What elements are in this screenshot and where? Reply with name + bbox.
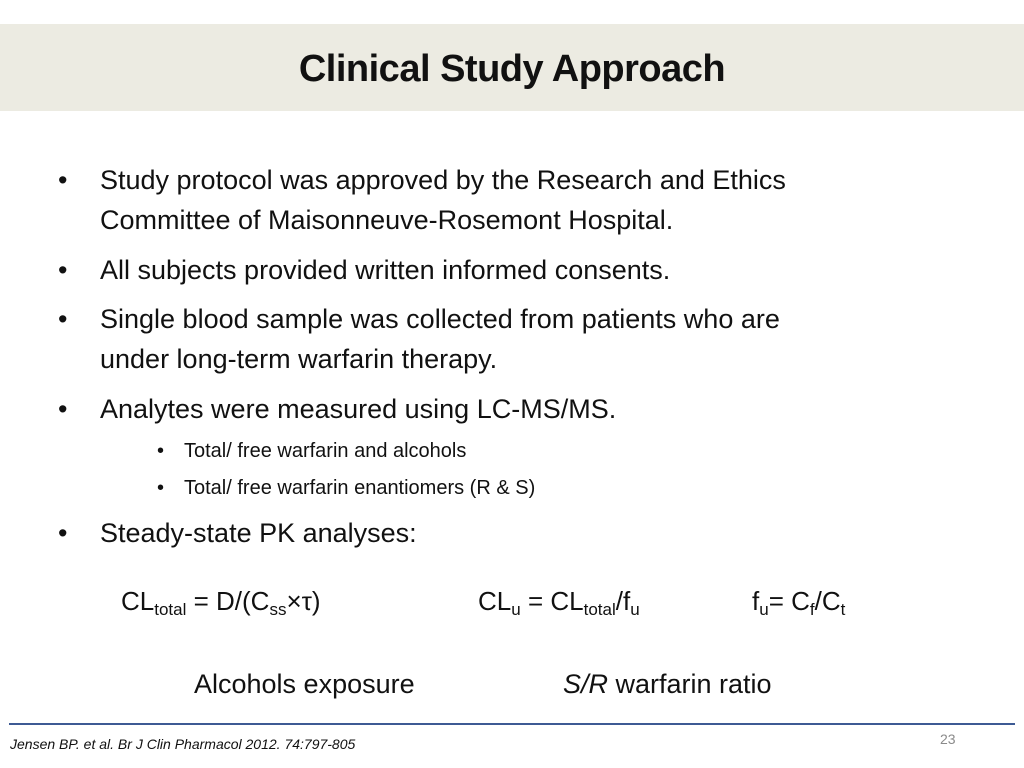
bullet-item (58, 160, 950, 240)
bullet-icon: • (58, 518, 68, 548)
bullet-icon: • (157, 477, 165, 499)
sub-bullet-item (157, 475, 884, 501)
bullet-line: Steady-state PK analyses: (100, 518, 417, 548)
caption-alcohols-exposure: Alcohols exposure (194, 669, 415, 699)
bullet-icon: • (58, 165, 68, 195)
bullet-icon: • (157, 440, 165, 462)
sub-bullet-item (157, 438, 884, 464)
bullet-item (58, 389, 950, 429)
bullet-icon: • (58, 255, 68, 285)
caption-sr-ratio: S/R warfarin ratio (563, 669, 772, 699)
bullet-icon: • (58, 394, 68, 424)
citation: Jensen BP. et al. Br J Clin Pharmacol 2012. 74:797-805 (10, 736, 356, 752)
sub-bullet-text: Total/ free warfarin and alcohols (184, 440, 467, 462)
formula-f-u: $f_u= C_f/C_t$ (752, 586, 846, 619)
bullet-line: Single blood sample was collected from patients who are (100, 304, 780, 334)
bullet-line: Study protocol was approved by the Research and Ethics (100, 165, 786, 195)
bullet-item (58, 250, 950, 290)
page-number: 23 (940, 731, 956, 747)
bullet-line: All subjects provided written informed consents. (100, 255, 671, 285)
bullet-icon: • (58, 304, 68, 334)
bullet-item (58, 299, 950, 379)
slide-title: Clinical Study Approach (298, 48, 726, 90)
sub-bullet-text: Total/ free warfarin enantiomers (R & S) (184, 477, 536, 499)
bullet-item (58, 513, 950, 553)
bullet-line: Analytes were measured using LC-MS/MS. (100, 394, 617, 424)
formula-cl-u: $CL_u = CL_{total}/f_u$ (478, 586, 640, 619)
bullet-line: Committee of Maisonneuve-Rosemont Hospital. (100, 205, 674, 235)
formula-cl-total: $CL_{total} = D/(C_{ss}\times\tau)$ (121, 586, 321, 619)
footer-divider (9, 723, 1015, 725)
bullet-line: under long-term warfarin therapy. (100, 344, 498, 374)
